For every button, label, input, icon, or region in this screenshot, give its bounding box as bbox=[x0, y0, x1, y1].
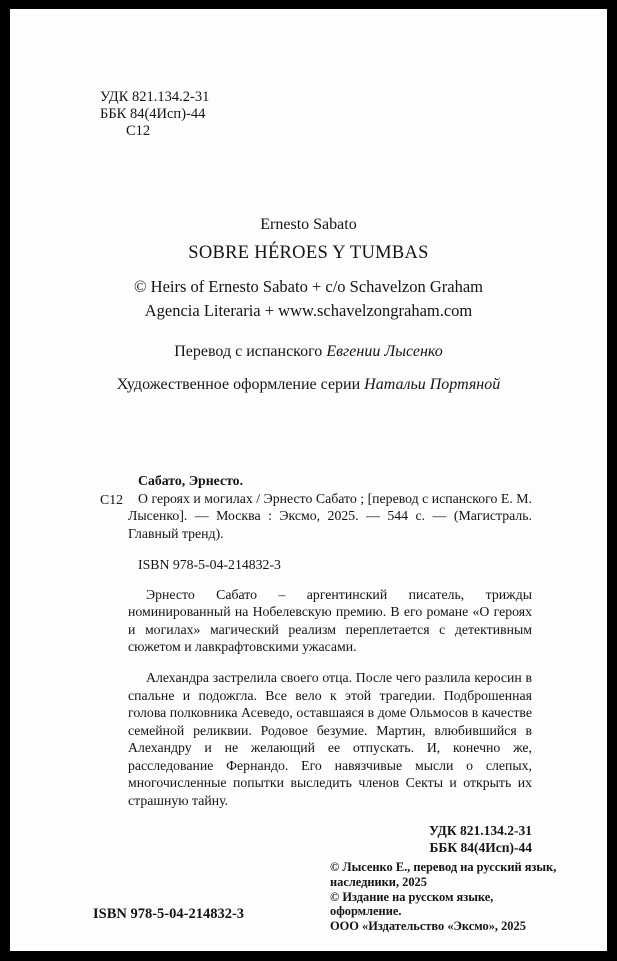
author-sign-code: С12 bbox=[126, 123, 151, 139]
udk-code-right: УДК 821.134.2-31 bbox=[429, 823, 532, 839]
bibliographic-entry: О героях и могилах / Эрнесто Сабато ; [перевод с испанского Е. М. Лысенко]. — Москва : Эксмо, 2025. — 544 с. — (Магистраль. Главный тренд). bbox=[128, 490, 532, 541]
catalog-text bbox=[128, 472, 532, 856]
designer-name: Натальи Портяной bbox=[364, 376, 501, 393]
top-catalog-codes bbox=[100, 89, 209, 140]
isbn-bottom: ISBN 978-5-04-214832-3 bbox=[93, 906, 245, 922]
rights-holder-lines bbox=[10, 275, 607, 323]
udk-code: УДК 821.134.2-31 bbox=[100, 89, 210, 105]
rights-line-1: © Heirs of Ernesto Sabato + c/o Schavelzon Graham bbox=[134, 277, 483, 296]
book-imprint-page bbox=[10, 9, 607, 951]
catalog-author-heading: Сабато, Эрнесто. bbox=[138, 473, 244, 488]
design-credit bbox=[10, 376, 607, 394]
original-title: SOBRE HÉROES Y TUMBAS bbox=[188, 243, 429, 263]
credit-translator-line1: © Лысенко Е., перевод на русский язык, bbox=[330, 860, 557, 874]
catalog-card-block bbox=[100, 472, 532, 856]
author-name: Ernesto Sabato bbox=[260, 216, 357, 233]
translation-label: Перевод с испанского bbox=[174, 343, 327, 360]
credit-publisher-line2: ООО «Издательство «Эксмо», 2025 bbox=[330, 919, 526, 934]
design-label: Художественное оформление серии bbox=[116, 376, 365, 393]
translator-name: Евгении Лысенко bbox=[326, 343, 443, 360]
bbk-code-right: ББК 84(4Исп)-44 bbox=[429, 839, 532, 855]
margin-author-sign: С12 bbox=[100, 492, 123, 507]
title-block bbox=[10, 216, 607, 394]
annotation-paragraph-1: Эрнесто Сабато – аргентинский писатель, трижды номинированный на Нобелевскую премию. В его романе «О героях и могилах» магический реализм переплетается с детективным сюжетом и лавкрафтовскими ужасами. bbox=[128, 586, 532, 654]
rights-line-2: Agencia Literaria + www.schavelzongraham.com bbox=[144, 301, 473, 320]
catalog-isbn: ISBN 978-5-04-214832-3 bbox=[138, 557, 281, 572]
bbk-code: ББК 84(4Исп)-44 bbox=[100, 106, 206, 122]
credit-translator-line2: наследники, 2025 bbox=[330, 874, 427, 889]
translation-credit bbox=[10, 343, 607, 361]
annotation-paragraph-2: Алехандра застрелила своего отца. После чего разлила керосин в спальне и подожгла. Все вело к этой трагедии. Подброшенная голова полковника Асеведо, оставшаяся в доме Ольмосов в качестве семейной реликвии. Родовое безумие. Мартин, влюбившийся в Алехандру и не желающий ее отпускать. И, конечно же, расследование Фернандо. Его навязчивые мысли о слепых, многочисленные попытки выследить членов Секты и открыть их страшную тайну. bbox=[128, 670, 532, 808]
copyright-credits bbox=[330, 860, 560, 934]
credit-publisher-line1: © Издание на русском языке, оформление. bbox=[330, 889, 494, 919]
bottom-catalog-codes bbox=[128, 823, 532, 856]
